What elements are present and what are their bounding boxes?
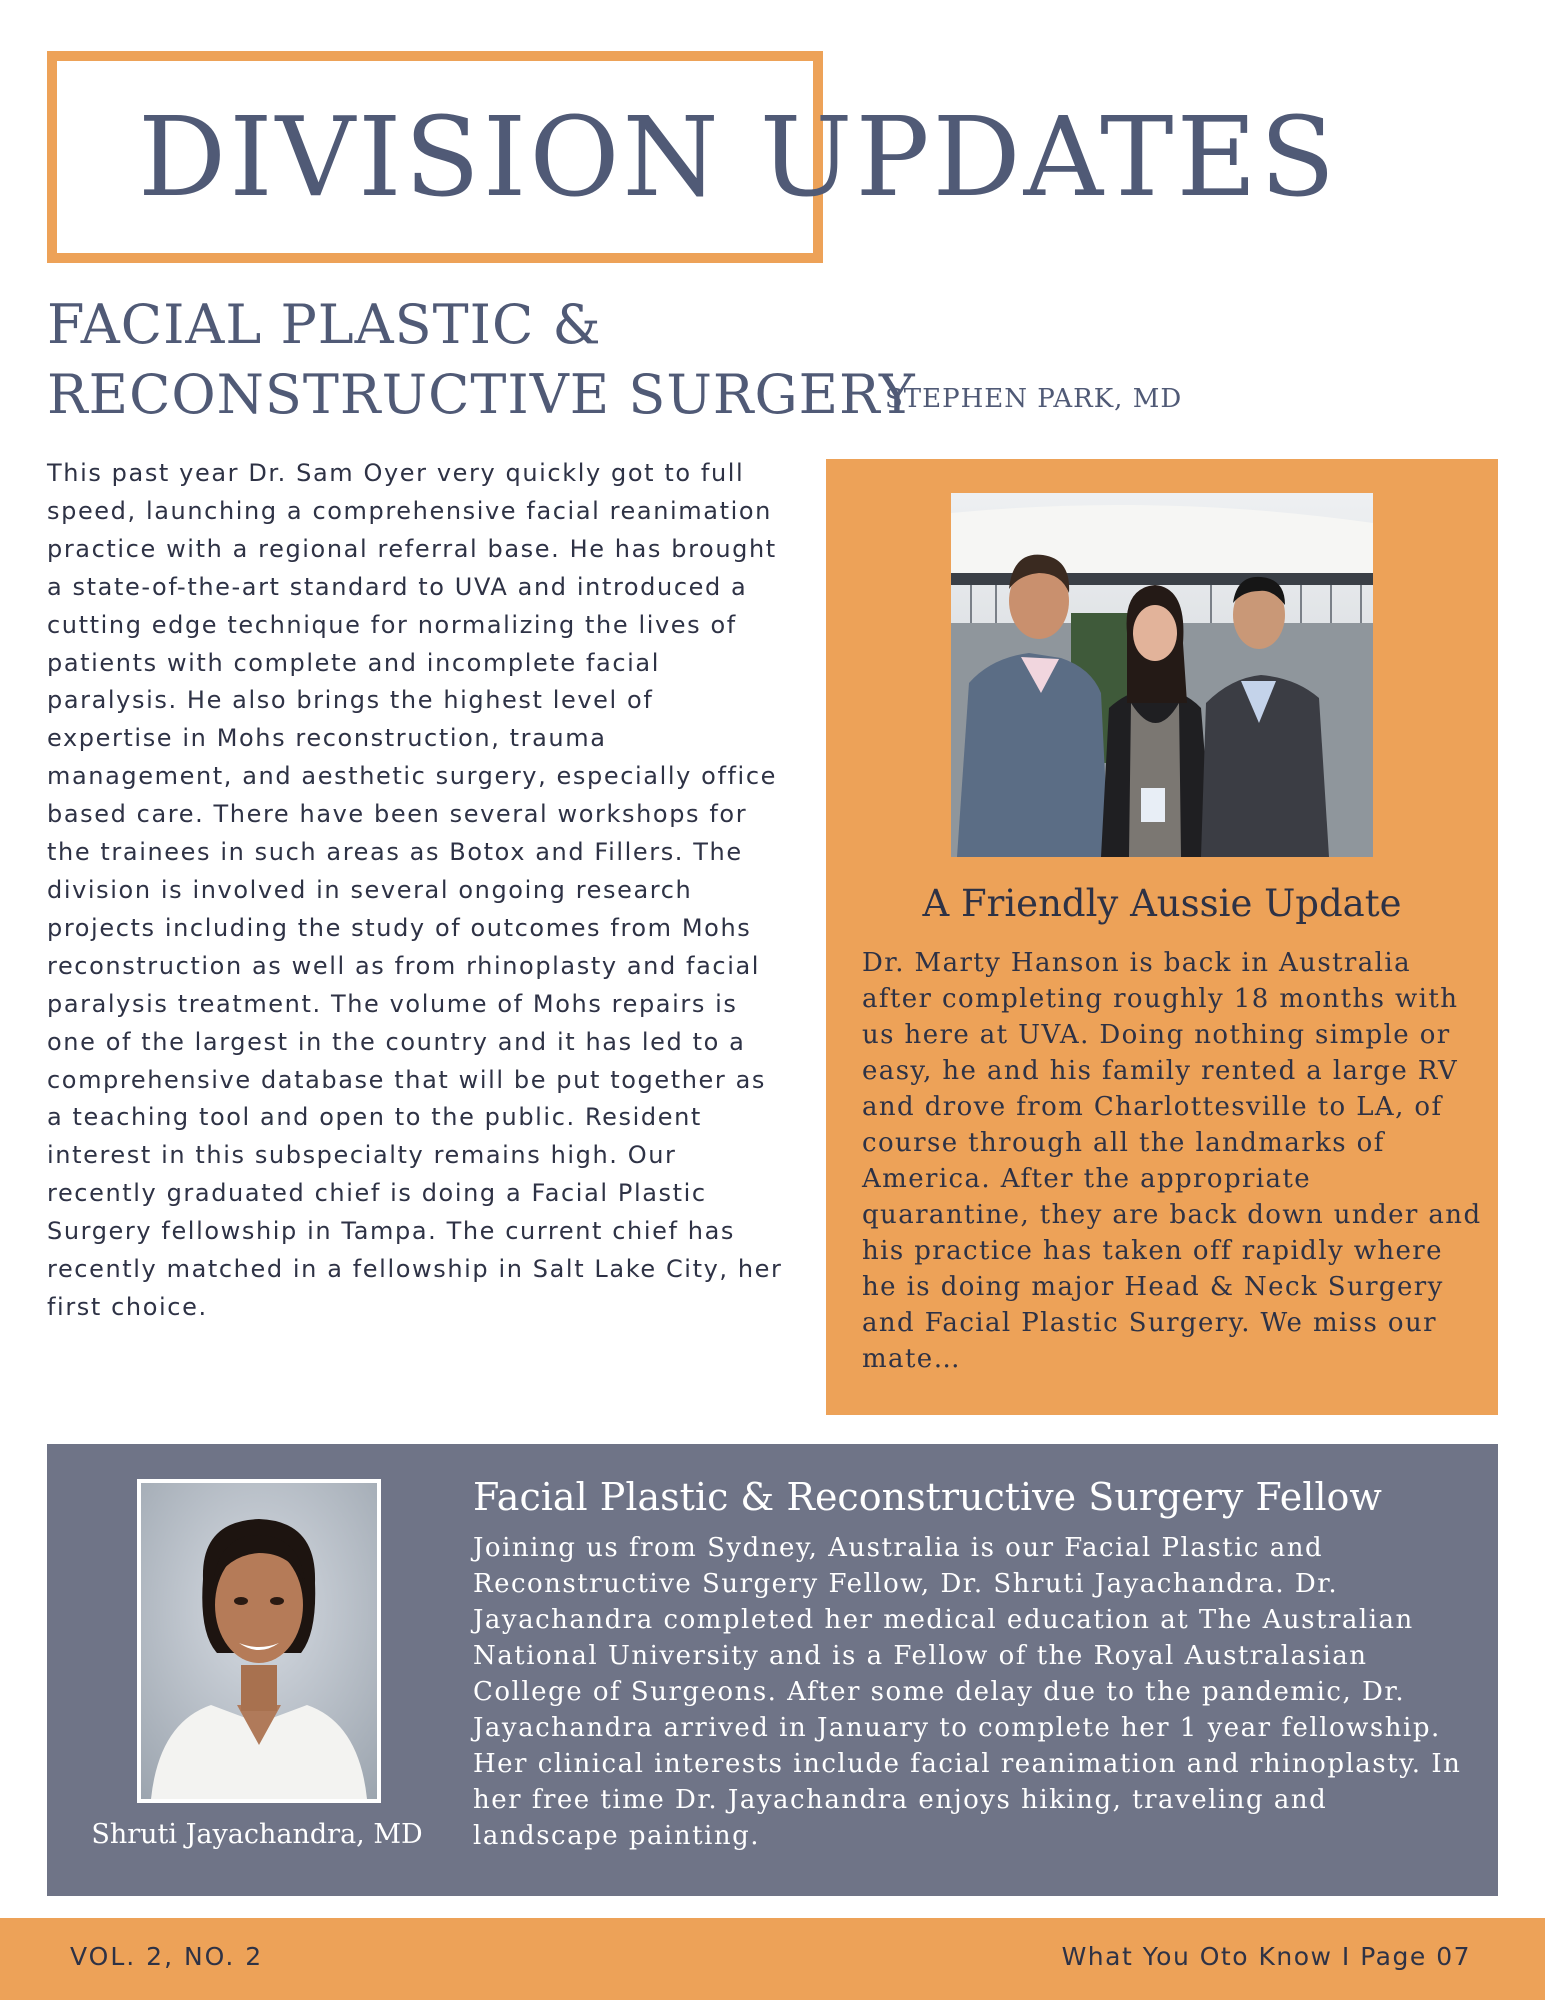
aussie-update-heading: A Friendly Aussie Update: [922, 882, 1402, 925]
footer-page-label: What You Oto Know I Page 07: [1061, 1942, 1471, 1971]
footer-volume: VOL. 2, NO. 2: [70, 1942, 264, 1971]
section-title-line2: RECONSTRUCTIVE SURGERY: [47, 363, 916, 426]
group-photo: [951, 493, 1373, 857]
fellow-portrait: [137, 1479, 381, 1803]
fellow-photo-caption: Shruti Jayachandra, MD: [91, 1819, 423, 1850]
section-title-line1: FACIAL PLASTIC &: [47, 293, 602, 356]
section-title: [47, 290, 916, 430]
page-footer: [0, 1918, 1545, 2000]
fellow-portrait-image: [141, 1483, 377, 1799]
fellow-bio: Joining us from Sydney, Australia is our Facial Plastic and Reconstructive Surgery Fellow, Dr. Shruti Jayachandra. Dr. Jayachandra completed her medical education at The Australian National University and is a Fellow of the Royal Australasian College of Surgeons. After some delay due to the pandemic, Dr. Jayachandra arrived in January to complete her 1 year fellowship. Her clinical interests include facial reanimation and rhinoplasty. In her free time Dr. Jayachandra enjoys hiking, traveling and landscape painting.: [473, 1533, 1462, 1851]
aussie-update-panel: [826, 459, 1498, 1415]
division-update-body: This past year Dr. Sam Oyer very quickly got to full speed, launching a comprehensive facial reanimation practice with a regional referral base. He has brought a state-of-the-art standard to UVA and introduced a cutting edge technique for normalizing the lives of patients with complete and incomplete facial paralysis. He also brings the highest level of expertise in Mohs reconstruction, trauma management, and aesthetic surgery, especially office based care. There have been several workshops for the trainees in such areas as Botox and Fillers. The division is involved in several ongoing research projects including the study of outcomes from Mohs reconstruction as well as from rhinoplasty and facial paralysis treatment. The volume of Mohs repairs is one of the largest in the country and it has led to a comprehensive database that will be put together as a teaching tool and open to the public. Resident interest in this subspecialty remains high. Our recently graduated chief is doing a Facial Plastic Surgery fellowship in Tampa. The current chief has recently matched in a fellowship in Salt Lake City, her first choice.: [47, 459, 783, 1321]
fellow-profile-panel: [47, 1444, 1498, 1896]
aussie-update-body: Dr. Marty Hanson is back in Australia after completing roughly 18 months with us here at UVA. Doing nothing simple or easy, he and his family rented a large RV and drove from Charlottesville to LA, of course through all the landmarks of America. After the appropriate quarantine, they are back down under and his practice has taken off rapidly where he is doing major Head & Neck Surgery and Facial Plastic Surgery. We miss our mate…: [862, 948, 1482, 1374]
division-chief-name: STEPHEN PARK, MD: [885, 384, 1183, 414]
page-title: DIVISION UPDATES: [138, 93, 1339, 221]
fellow-heading: Facial Plastic & Reconstructive Surgery Fellow: [473, 1475, 1382, 1519]
